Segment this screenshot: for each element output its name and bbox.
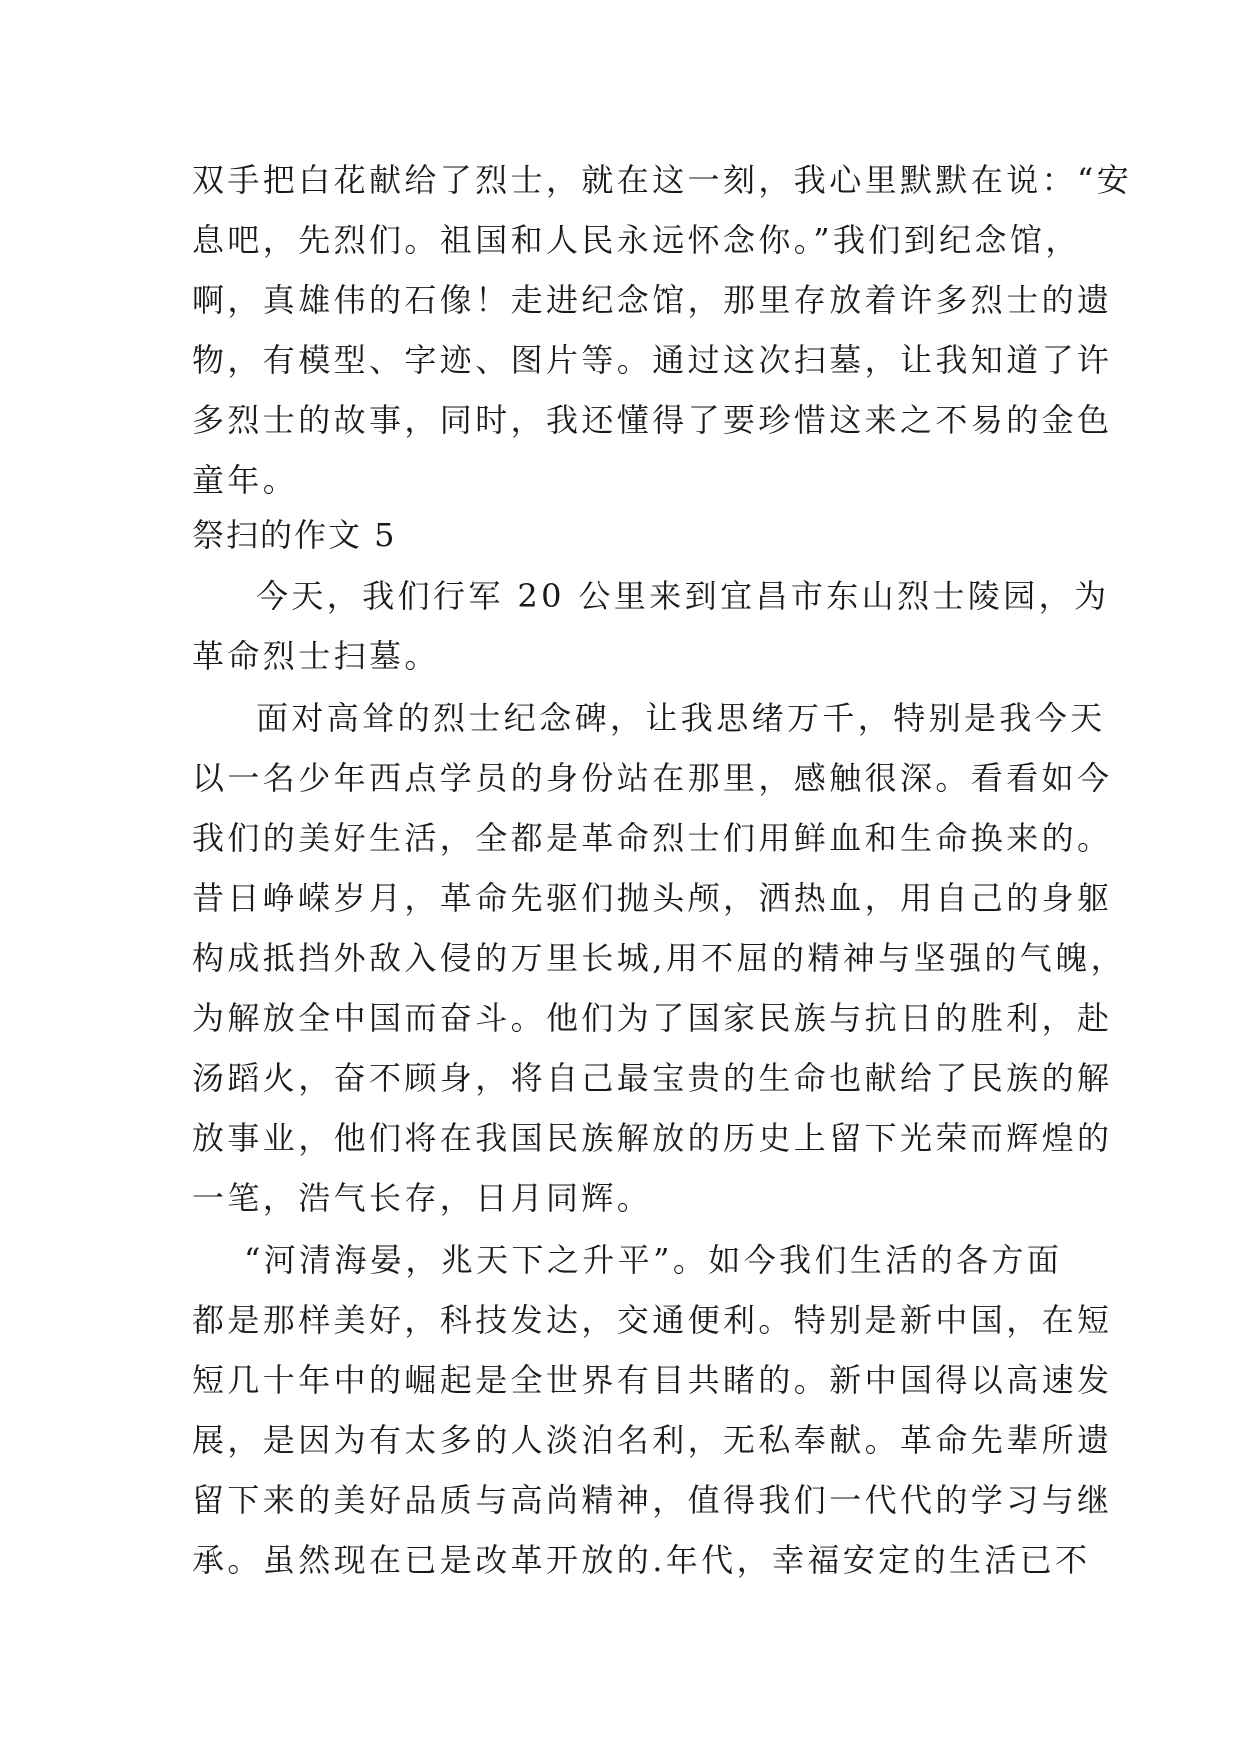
text-line: 昔日峥嵘岁月，革命先驱们抛头颅，洒热血，用自己的身躯 [192,879,1113,917]
text-line: 承。虽然现在已是改革开放的.年代，幸福安定的生活已不 [192,1541,1091,1579]
text-line: 都是那样美好，科技发达，交通便利。特别是新中国，在短 [192,1301,1113,1339]
text-line: 以一名少年西点学员的身份站在那里，感触很深。看看如今 [192,759,1113,797]
text-line: 留下来的美好品质与高尚精神，值得我们一代代的学习与继 [192,1481,1113,1519]
text-line: 多烈士的故事，同时，我还懂得了要珍惜这来之不易的金色 [192,401,1113,439]
text-line: 童年。 [192,461,299,499]
text-line: 双手把白花献给了烈士，就在这一刻，我心里默默在说：“安 [192,161,1133,199]
text-line: 为解放全中国而奋斗。他们为了国家民族与抗日的胜利，赴 [192,999,1113,1037]
section-heading: 祭扫的作文 5 [192,516,397,554]
text-line: 今天，我们行军 20 公里来到宜昌市东山烈士陵园，为 [256,577,1110,615]
text-line: 息吧，先烈们。祖国和人民永远怀念你。”我们到纪念馆， [192,221,1081,259]
text-line: 面对高耸的烈士纪念碑，让我思绪万千，特别是我今天 [256,699,1106,737]
text-line: 短几十年中的崛起是全世界有目共睹的。新中国得以高速发 [192,1361,1113,1399]
text-line: 汤蹈火，奋不顾身，将自己最宝贵的生命也献给了民族的解 [192,1059,1113,1097]
text-line: 啊，真雄伟的石像！走进纪念馆，那里存放着许多烈士的遗 [192,281,1113,319]
text-line: 放事业，他们将在我国民族解放的历史上留下光荣而辉煌的 [192,1119,1113,1157]
text-line: “河清海晏，兆天下之升平”。如今我们生活的各方面 [244,1241,1063,1279]
text-line: 我们的美好生活，全都是革命烈士们用鲜血和生命换来的。 [192,819,1113,857]
text-line: 革命烈士扫墓。 [192,637,440,675]
text-line: 物，有模型、字迹、图片等。通过这次扫墓，让我知道了许 [192,341,1113,379]
text-line: 展，是因为有太多的人淡泊名利，无私奉献。革命先辈所遗 [192,1421,1113,1459]
text-line: 构成抵挡外敌入侵的万里长城,用不屈的精神与坚强的气魄， [192,939,1126,977]
text-line: 一笔，浩气长存，日月同辉。 [192,1179,653,1217]
